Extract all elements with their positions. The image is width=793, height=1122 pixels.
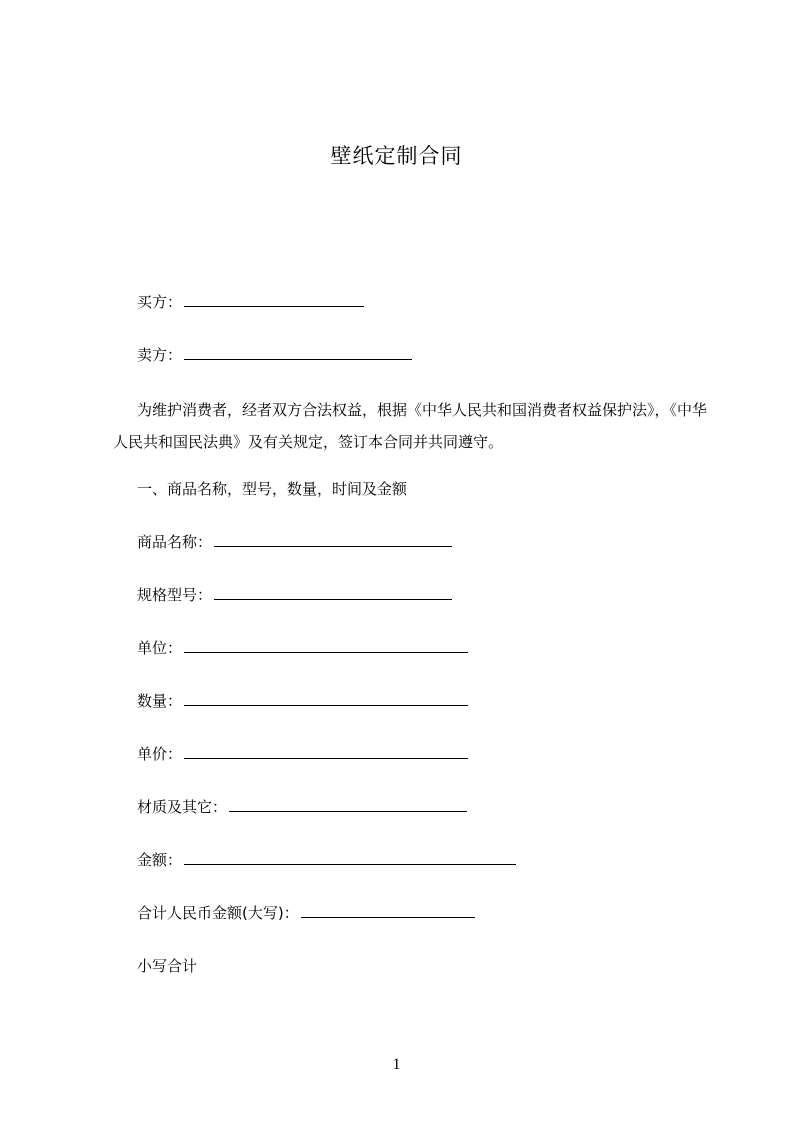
- unit-label: 单位：: [137, 639, 183, 657]
- product-name-line: [137, 532, 452, 552]
- material-blank: [229, 797, 467, 812]
- buyer-line: [137, 292, 364, 312]
- unit-line: [137, 638, 468, 658]
- intro-paragraph: 为维护消费者，经者双方合法权益，根据《中华人民共和国消费者权益保护法》，《中华人民共和国民法典》及有关规定，签订本合同并共同遵守。: [113, 401, 708, 451]
- total-rmb-line: [137, 903, 475, 923]
- unit-blank: [184, 638, 468, 653]
- material-label: 材质及其它：: [137, 798, 228, 816]
- buyer-blank: [184, 292, 364, 307]
- quantity-line: [137, 691, 468, 711]
- contract-title: 壁纸定制合同: [330, 144, 463, 168]
- amount-label: 金额：: [137, 851, 183, 869]
- quantity-label: 数量：: [137, 692, 183, 710]
- seller-label: 卖方：: [137, 346, 183, 364]
- product-name-blank: [214, 532, 452, 547]
- model-label: 规格型号：: [137, 586, 213, 604]
- amount-blank: [184, 850, 516, 865]
- model-blank: [214, 585, 452, 600]
- product-name-label: 商品名称：: [137, 533, 213, 551]
- unit-price-blank: [184, 744, 468, 759]
- amount-line: [137, 850, 516, 870]
- material-line: [137, 797, 467, 817]
- seller-blank: [184, 345, 412, 360]
- unit-price-line: [137, 744, 468, 764]
- total-rmb-blank: [301, 903, 475, 918]
- quantity-blank: [184, 691, 468, 706]
- buyer-label: 买方：: [137, 293, 183, 311]
- lowercase-total-line: 小写合计: [137, 957, 198, 975]
- total-rmb-label: 合计人民币金额(大写)：: [137, 904, 299, 922]
- section1-heading: 一、商品名称，型号，数量，时间及金额: [137, 480, 408, 498]
- unit-price-label: 单价：: [137, 745, 183, 763]
- seller-line: [137, 345, 412, 365]
- model-line: [137, 585, 452, 605]
- page-number: 1: [392, 1056, 401, 1073]
